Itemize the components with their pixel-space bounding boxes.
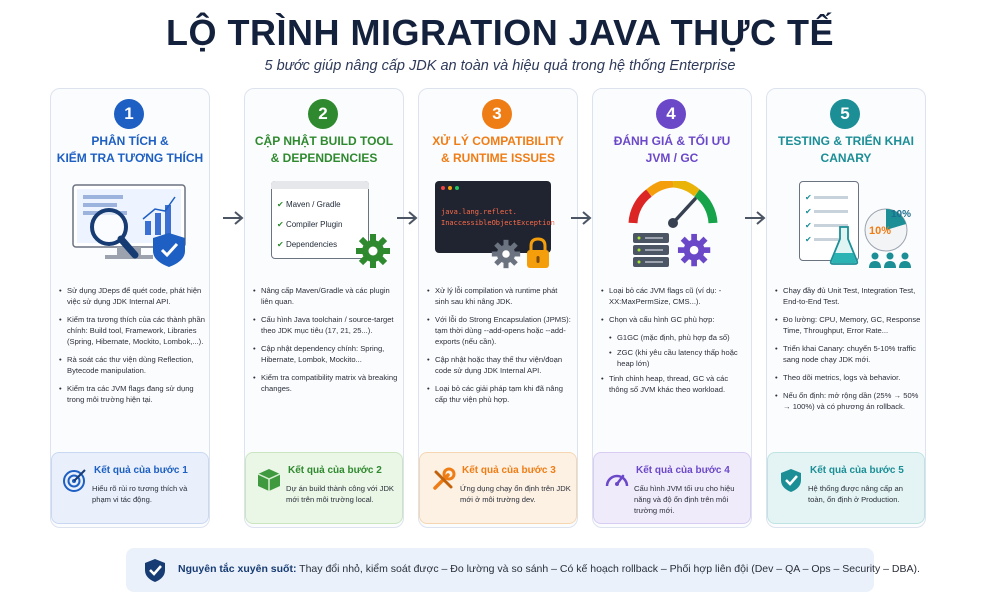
check-icon: ✔ — [277, 240, 284, 249]
step-4-card — [592, 88, 752, 528]
footer-label: Nguyên tắc xuyên suốt: — [178, 563, 297, 575]
step-3-card — [418, 88, 578, 528]
step-title — [55, 133, 205, 167]
bullet-item: • Xử lý lỗi compilation và runtime phát sinh sau khi nâng JDK. — [427, 285, 573, 307]
step-result-box — [51, 452, 209, 524]
result-title: Kết quả của bước 2 — [288, 465, 382, 476]
step-title — [423, 133, 573, 167]
check-icon: ✔ — [805, 205, 848, 219]
step-title — [597, 133, 747, 167]
build-checklist-illustration — [255, 181, 395, 271]
canary-percent-label: 10% — [891, 209, 912, 220]
step-title-line: & RUNTIME ISSUES — [440, 151, 555, 165]
step-result-box — [593, 452, 751, 524]
step-number-badge: 4 — [656, 99, 686, 129]
step-number-badge: 5 — [830, 99, 860, 129]
step-bullet-list — [253, 285, 399, 401]
shield-check-icon — [778, 467, 804, 493]
code-analysis-monitor-icon — [61, 181, 201, 271]
step-1-card — [50, 88, 210, 528]
result-text: Ứng dụng chạy ổn định trên JDK mới ở môi trường dev. — [460, 484, 571, 504]
step-title-line: PHÂN TÍCH & — [91, 134, 169, 148]
result-text: Hệ thống được nâng cấp an toàn, ổn định ở Production. — [808, 484, 903, 504]
flask-icon — [829, 225, 859, 265]
result-title: Kết quả của bước 1 — [94, 465, 188, 476]
checklist-item — [277, 215, 342, 235]
bullet-item: • Kiểm tra compatibility matrix và breaking changes. — [253, 372, 399, 394]
bullet-item: • Triển khai Canary: chuyển 5-10% traffic sang node chạy JDK mới. — [775, 343, 921, 365]
canary-percent-label: 10% — [869, 225, 892, 237]
result-text: Hiểu rõ rủi ro tương thích và phạm vi tác động. — [92, 484, 188, 504]
target-icon — [62, 467, 88, 493]
bullet-item: • Kiểm tra tương thích của các thành phần chính: Build tool, Framework, Libraries (Spring, Hibernate, Mockito, Lombok,...). — [59, 314, 205, 347]
bullet-item: • Nâng cấp Maven/Gradle và các plugin liên quan. — [253, 285, 399, 307]
arrow-right-icon — [570, 210, 592, 226]
testing-canary-illustration — [777, 181, 917, 271]
shield-icon — [142, 557, 168, 583]
step-title-line: XỬ LÝ COMPATIBILITY — [432, 134, 564, 148]
step-title — [771, 133, 921, 167]
gear-icon — [355, 233, 391, 269]
check-icon: ✔ — [805, 233, 848, 247]
terminal-text: java.lang.reflect. — [441, 208, 517, 216]
page-title: LỘ TRÌNH MIGRATION JAVA THỰC TẾ — [166, 12, 834, 53]
gear-icon — [491, 239, 521, 269]
step-title-line: & DEPENDENCIES — [270, 151, 378, 165]
bullet-item: • Cập nhật hoặc thay thế thư viện/đoạn code sử dụng JDK Internal API. — [427, 354, 573, 376]
exception-terminal-illustration — [429, 181, 569, 271]
step-bullet-list — [59, 285, 205, 412]
bullet-item: • Cập nhật dependency chính: Spring, Hibernate, Lombok, Mockito... — [253, 343, 399, 365]
step-5-card — [766, 88, 926, 528]
bullet-item: • Nếu ổn định: mở rộng dần (25% → 50% → 100%) và có phương án rollback. — [775, 390, 921, 412]
bullet-item: • Sử dụng JDeps để quét code, phát hiện việc sử dụng JDK Internal API. — [59, 285, 205, 307]
principle-footer — [126, 548, 920, 592]
result-text: Cấu hình JVM tối ưu cho hiệu năng và độ ổn định trên môi trường mới. — [634, 484, 735, 515]
step-bullet-list — [427, 285, 573, 412]
step-title-line: KIỂM TRA TƯƠNG THÍCH — [56, 151, 204, 165]
checklist-item — [277, 195, 342, 215]
tools-wrench-icon — [430, 467, 456, 493]
page-subtitle: 5 bước giúp nâng cấp JDK an toàn và hiệu quả trong hệ thống Enterprise — [264, 58, 736, 74]
lock-icon — [525, 237, 551, 269]
speedometer-icon — [604, 467, 630, 493]
arrow-right-icon — [396, 210, 418, 226]
bullet-item: • Theo dõi metrics, logs và behavior. — [775, 372, 921, 383]
step-result-box — [419, 452, 577, 524]
performance-gauge-icon — [603, 181, 743, 271]
step-title-line: JVM / GC — [645, 151, 699, 165]
checklist-label: Compiler Plugin — [285, 220, 343, 229]
package-box-icon — [256, 467, 282, 493]
result-title: Kết quả của bước 5 — [810, 465, 904, 476]
step-number-badge: 1 — [114, 99, 144, 129]
footer-principles: Thay đổi nhỏ, kiểm soát được – Đo lường và so sánh – Có kế hoạch rollback – Phối hợp liên đội (Dev – QA – Ops – Security – DBA). — [296, 563, 920, 575]
terminal-text: InaccessibleObjectException — [441, 219, 555, 227]
bullet-item: • Chọn và cấu hình GC phù hợp: — [601, 314, 747, 325]
checklist-label: Dependencies — [285, 240, 338, 249]
step-number-badge: 2 — [308, 99, 338, 129]
result-title: Kết quả của bước 4 — [636, 465, 730, 476]
server-icon — [633, 233, 669, 267]
bullet-item: • Loại bỏ các giải pháp tạm khi đã nâng cấp thư viện phù hợp. — [427, 383, 573, 405]
footer-text — [178, 563, 920, 575]
bullet-item: • Với lỗi do Strong Encapsulation (JPMS): tạm thời dùng --add-opens hoặc --add-exports (nếu cần). — [427, 314, 573, 347]
bullet-item: • Kiểm tra các JVM flags đang sử dụng trong môi trường hiện tại. — [59, 383, 205, 405]
step-title-line: ĐÁNH GIÁ & TỐI ƯU — [613, 134, 731, 148]
bullet-item: • Rà soát các thư viện dùng Reflection, Bytecode manipulation. — [59, 354, 205, 376]
step-result-box — [245, 452, 403, 524]
arrow-right-icon — [744, 210, 766, 226]
bullet-item: • Cấu hình Java toolchain / source-target theo JDK mục tiêu (17, 21, 25...). — [253, 314, 399, 336]
result-text: Dự án build thành công với JDK mới trên môi trường local. — [286, 484, 394, 504]
result-title: Kết quả của bước 3 — [462, 465, 556, 476]
arrow-right-icon — [222, 210, 244, 226]
step-title-line: TESTING & TRIỂN KHAI — [777, 134, 914, 148]
check-icon: ✔ — [277, 200, 284, 209]
step-bullet-list — [775, 285, 921, 419]
check-icon: ✔ — [805, 219, 848, 233]
step-title-line: CẬP NHẬT BUILD TOOL — [254, 134, 394, 148]
bullet-sub-item: • ZGC (khi yêu cầu latency thấp hoặc heap lớn) — [601, 347, 747, 369]
step-result-box — [767, 452, 925, 524]
bullet-item: • Loại bỏ các JVM flags cũ (ví dụ: -XX:MaxPermSize, CMS...). — [601, 285, 747, 307]
users-group-icon — [867, 251, 913, 269]
checklist-label: Maven / Gradle — [285, 200, 341, 209]
bullet-item: • Tinh chỉnh heap, thread, GC và các thông số JVM khác theo workload. — [601, 373, 747, 395]
step-title — [249, 133, 399, 167]
checklist-item — [277, 235, 342, 255]
step-number-badge: 3 — [482, 99, 512, 129]
step-title-line: CANARY — [820, 151, 872, 165]
step-bullet-list — [601, 285, 747, 402]
check-icon: ✔ — [277, 220, 284, 229]
bullet-item: • Đo lường: CPU, Memory, GC, Response Time, Throughput, Error Rate... — [775, 314, 921, 336]
bullet-sub-item: • G1GC (mặc định, phù hợp đa số) — [601, 332, 747, 343]
check-icon: ✔ — [805, 191, 848, 205]
bullet-item: • Chạy đầy đủ Unit Test, Integration Test, End-to-End Test. — [775, 285, 921, 307]
step-2-card — [244, 88, 404, 528]
